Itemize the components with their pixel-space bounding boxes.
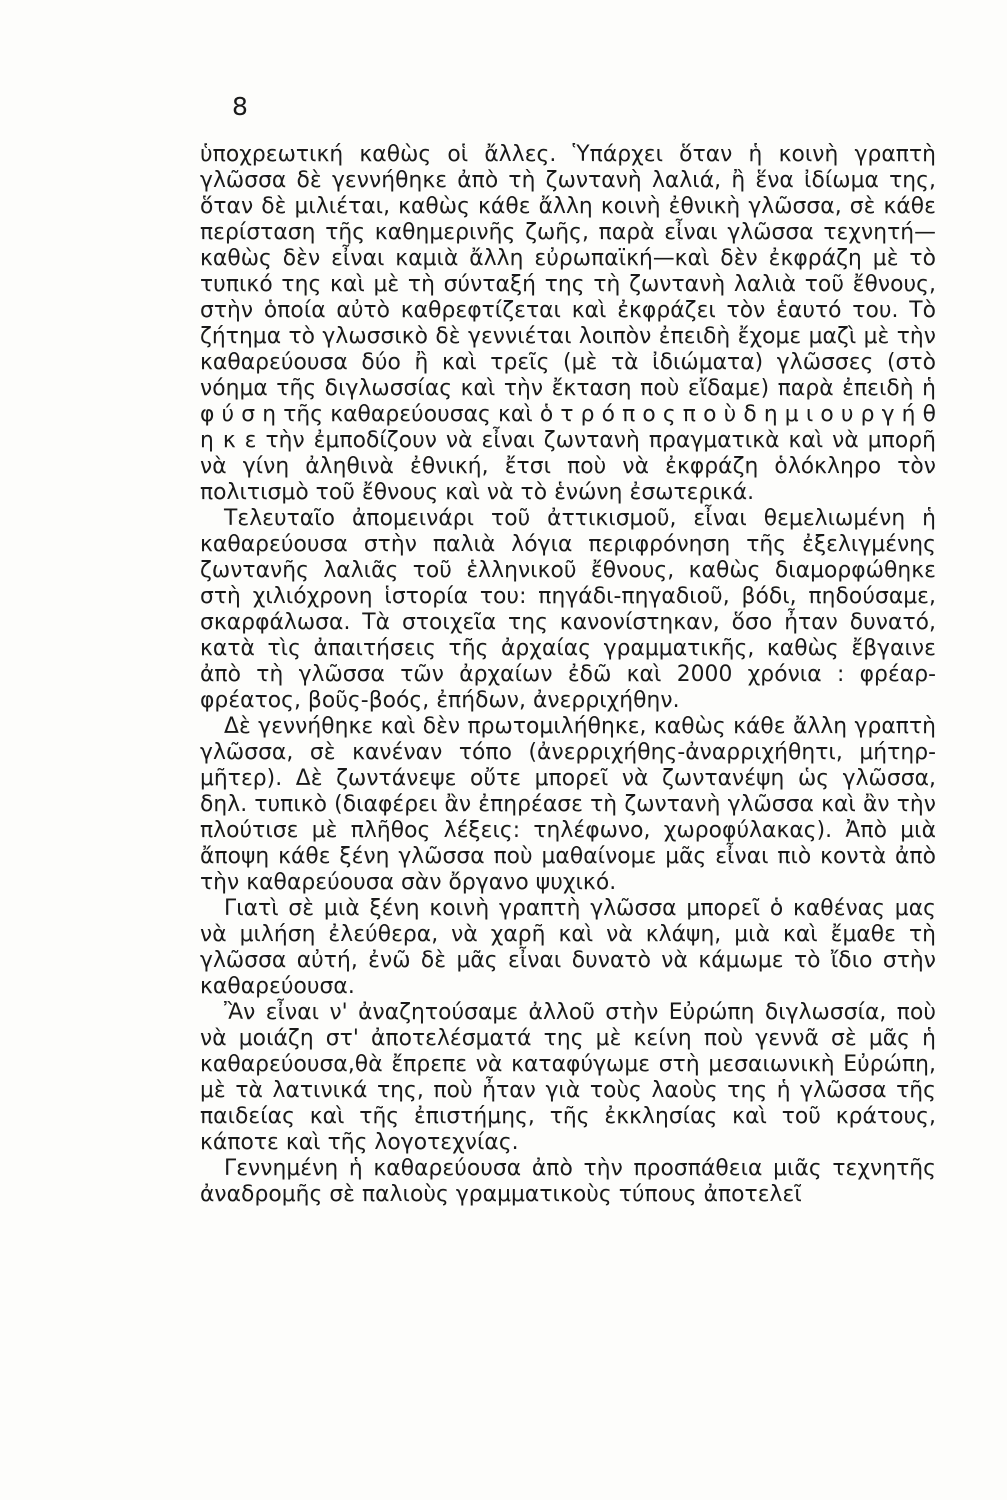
paragraph-1: ὑποχρεωτική καθὼς οἱ ἄλλες. Ὑπάρχει ὅταν ἡ κοινὴ γραπτὴ γλῶσσα δὲ γεννήθηκε ἀπὸ τὴ ζωντανὴ λαλιά, ἢ ἕνα ἰδίωμα της, ὅταν δὲ μιλιέται, καθὼς κάθε ἄλλη κοινὴ ἐθνικὴ γλῶσσα, σὲ κάθε περίσταση τῆς καθημερινῆς ζωῆς, παρὰ εἶναι γλῶσσα τεχνητή—καθὼς δὲν εἶναι καμιὰ ἄλλη εὐρωπαϊκή—καὶ δὲν ἐκφράζη μὲ τὸ τυπικό της καὶ μὲ τὴ σύνταξή της τὴ ζωντανὴ λαλιὰ τοῦ ἔθνους, στὴν ὁποία αὐτὸ καθρεφτίζεται καὶ ἐκφράζει τὸν ἑαυτό του. Τὸ ζήτημα τὸ γλωσσικὸ δὲ γεννιέται λοιπὸν ἐπειδὴ ἔχομε μαζὶ μὲ τὴν καθαρεύουσα δύο ἢ καὶ τρεῖς (μὲ τὰ ἰδιώματα) γλῶσσες (στὸ νόημα τῆς διγλωσσίας καὶ τὴν ἔκταση ποὺ εἴδαμε) παρὰ ἐπειδὴ ἡ φ ύ σ η τῆς καθαρεύουσας καὶ ὁ τ ρ ό π ο ς π ο ὺ δ η μ ι ο υ ρ γ ή θ η κ ε τὴν ἐμποδίζουν νὰ εἶναι ζωντανὴ πραγματικὰ καὶ νὰ μπορῆ νὰ γίνη ἀληθινὰ ἐθνική, ἔτσι ποὺ νὰ ἐκφράζη ὁλόκληρο τὸν πολιτισμὸ τοῦ ἔθνους καὶ νὰ τὸ ἑνώνη ἐσωτερικά. <box>200 142 936 505</box>
body-text <box>200 142 936 1208</box>
paragraph-5: Ἂν εἶναι ν' ἀναζητούσαμε ἀλλοῦ στὴν Εὐρώπη διγλωσσία, ποὺ νὰ μοιάζη στ' ἀποτελέσματά της μὲ κείνη ποὺ γεννᾶ σὲ μᾶς ἡ καθαρεύουσα,θὰ ἔπρεπε νὰ καταφύγωμε στὴ μεσαιωνικὴ Εὐρώπη, μὲ τὰ λατινικά της, ποὺ ἦταν γιὰ τοὺς λαοὺς της ἡ γλῶσσα τῆς παιδείας καὶ τῆς ἐπιστήμης, τῆς ἐκκλησίας καὶ τοῦ κράτους, κάποτε καὶ τῆς λογοτεχνίας. <box>200 1000 936 1155</box>
page-number: 8 <box>232 92 248 121</box>
paragraph-3: Δὲ γεννήθηκε καὶ δὲν πρωτομιλήθηκε, καθὼς κάθε ἄλλη γραπτὴ γλῶσσα, σὲ κανέναν τόπο (ἀνερριχήθης-ἀναρριχήθητι, μήτηρ-μῆτερ). Δὲ ζωντάνεψε οὔτε μπορεῖ νὰ ζωντανέψη ὡς γλῶσσα, δηλ. τυπικὸ (διαφέρει ἂν ἐπηρέασε τὴ ζωντανὴ γλῶσσα καὶ ἂν τὴν πλούτισε μὲ πλῆθος λέξεις: τηλέφωνο, χωροφύλακας). Ἀπὸ μιὰ ἄποψη κάθε ξένη γλῶσσα ποὺ μαθαίνομε μᾶς εἶναι πιὸ κοντὰ ἀπὸ τὴν καθαρεύουσα σὰν ὄργανο ψυχικό. <box>200 714 936 895</box>
paragraph-4: Γιατὶ σὲ μιὰ ξένη κοινὴ γραπτὴ γλῶσσα μπορεῖ ὁ καθένας μας νὰ μιλήση ἐλεύθερα, νὰ χαρῆ καὶ νὰ κλάψη, μιὰ καὶ ἔμαθε τὴ γλῶσσα αὐτή, ἐνῶ δὲ μᾶς εἶναι δυνατὸ νὰ κάμωμε τὸ ἴδιο στὴν καθαρεύουσα. <box>200 896 936 999</box>
paragraph-6: Γεννημένη ἡ καθαρεύουσα ἀπὸ τὴν προσπάθεια μιᾶς τεχνητῆς ἀναδρομῆς σὲ παλιοὺς γραμματικοὺς τύπους ἀποτελεῖ <box>200 1156 936 1207</box>
paragraph-2: Τελευταῖο ἀπομεινάρι τοῦ ἀττικισμοῦ, εἶναι θεμελιωμένη ἡ καθαρεύουσα στὴν παλιὰ λόγια περιφρόνηση τῆς ἐξελιγμένης ζωντανῆς λαλιᾶς τοῦ ἑλληνικοῦ ἔθνους, καθὼς διαμορφώθηκε στὴ χιλιόχρονη ἱστορία του: πηγάδι-πηγαδιοῦ, βόδι, πηδούσαμε, σκαρφάλωσα. Τὰ στοιχεῖα της κανονίστηκαν, ὅσο ἦταν δυνατό, κατὰ τὶς ἀπαιτήσεις τῆς ἀρχαίας γραμματικῆς, καθὼς ἔβγαινε ἀπὸ τὴ γλῶσσα τῶν ἀρχαίων ἐδῶ καὶ 2000 χρόνια : φρέαρ-φρέατος, βοῦς-βοός, ἐπήδων, ἀνερριχήθην. <box>200 506 936 713</box>
